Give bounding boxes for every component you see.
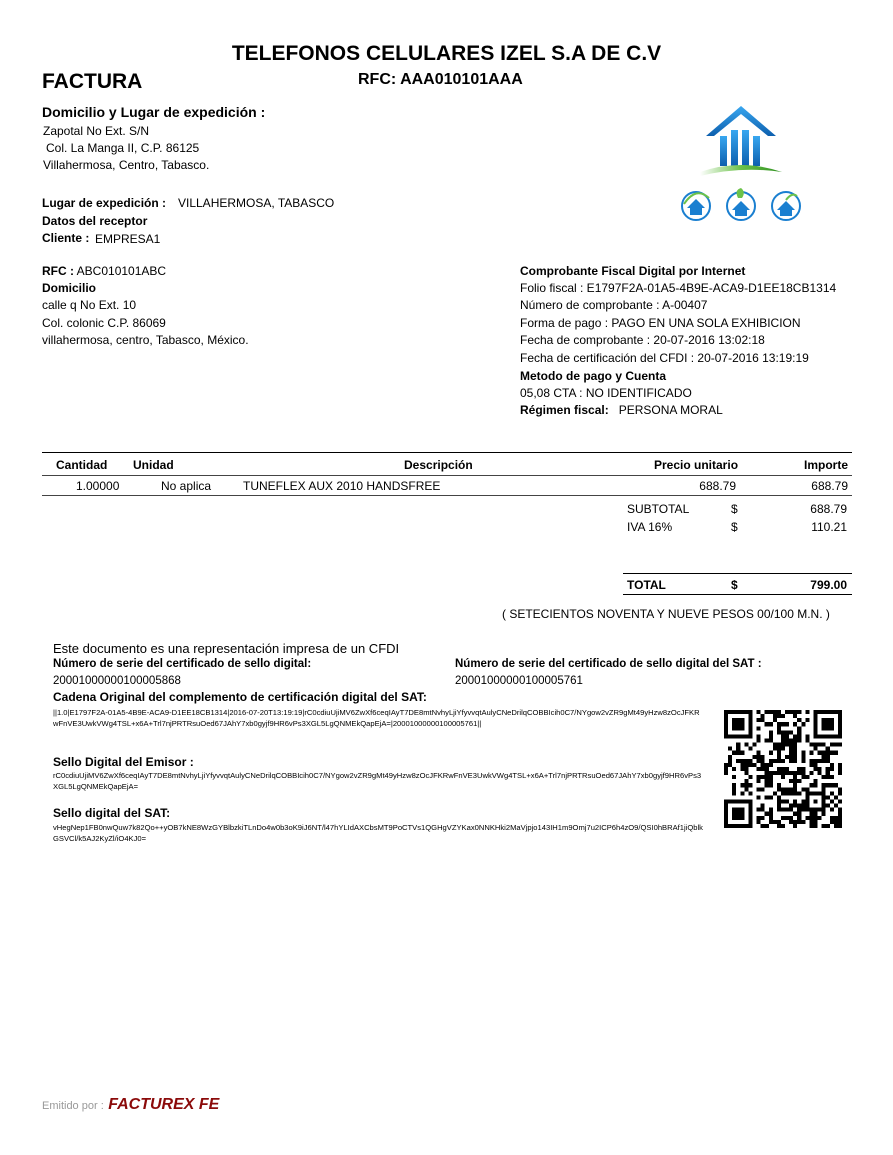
col-header-amount: Importe — [804, 458, 849, 472]
cert-serial-label: Número de serie del certificado de sello digital: — [53, 658, 312, 670]
folio-fiscal: Folio fiscal : E1797F2A-01A5-4B9E-ACA9-D1EE18CB1314 — [520, 281, 837, 295]
receiver-address-line: Col. colonic C.P. 86069 — [42, 316, 166, 330]
invoice-date: Fecha de comprobante : 20-07-2016 13:02:18 — [520, 333, 765, 347]
cadena-original-label: Cadena Original del complemento de certificación digital del SAT: — [53, 690, 427, 704]
document-type: FACTURA — [42, 70, 143, 93]
sat-cert-serial-label: Número de serie del certificado de sello digital del SAT : — [455, 658, 762, 670]
tax-regime — [520, 403, 723, 417]
iva-value: 110.21 — [811, 520, 847, 534]
qr-code — [724, 710, 842, 828]
cfdi-title: Comprobante Fiscal Digital por Internet — [520, 264, 746, 278]
receiver-rfc-label: RFC : — [42, 264, 74, 278]
row-unit-price: 688.79 — [699, 479, 736, 493]
subtotal-currency: $ — [731, 502, 738, 516]
footer — [42, 1096, 219, 1114]
col-header-description: Descripción — [404, 458, 473, 472]
receiver-address-line: villahermosa, centro, Tabasco, México. — [42, 333, 249, 347]
total-value: 799.00 — [810, 578, 847, 592]
client-label: Cliente : — [42, 231, 90, 245]
place-value: VILLAHERMOSA, TABASCO — [178, 196, 335, 210]
issuer-address-title: Domicilio y Lugar de expedición : — [42, 104, 266, 120]
issuer-seal-label: Sello Digital del Emisor : — [53, 755, 194, 769]
invoice-number: Número de comprobante : A-00407 — [520, 298, 708, 312]
sat-seal-value: vHegNep1FB0nwQuw7k82Qo++yOB7kNE8WzGYBlbzkiTLnDo4w0b3oK9iJ6NT/l47hYLIdAXCbsMT9PoCTVs1QGHgVZYKax0NNKHki2MaVjpjo143IH1m9Omj7u2ICP6h4zO9/QSI0hBRAf1jiQblkGSVCl/k5AJ2KyZl/iO4KJ0= — [53, 823, 703, 843]
amount-in-words: ( SETECIENTOS NOVENTA Y NUEVE PESOS 00/100 M.N. ) — [502, 607, 830, 621]
col-header-quantity: Cantidad — [56, 458, 108, 472]
subtotal-value: 688.79 — [810, 502, 847, 516]
row-quantity: 1.00000 — [76, 479, 120, 493]
sat-cert-serial-value: 20001000000100005761 — [455, 675, 583, 687]
issued-by-label: Emitido por : — [42, 1100, 104, 1112]
total-currency: $ — [731, 578, 738, 592]
issuer-address-line: Zapotal No Ext. S/N — [43, 124, 150, 138]
table-top-rule — [42, 452, 852, 453]
col-header-unit: Unidad — [133, 458, 174, 472]
sat-seal-label: Sello digital del SAT: — [53, 806, 171, 820]
cfdi-representation-note: Este documento es una representación impresa de un CFDI — [53, 641, 400, 656]
subtotal-label: SUBTOTAL — [627, 502, 690, 516]
issuer-address-line: Col. La Manga II, C.P. 86125 — [46, 141, 200, 155]
row-unit: No aplica — [161, 479, 212, 493]
total-bottom-rule — [623, 594, 852, 595]
col-header-unit-price: Precio unitario — [654, 458, 739, 472]
issuer-brand: FACTUREX FE — [108, 1096, 220, 1113]
payment-method-value: 05,08 CTA : NO IDENTIFICADO — [520, 386, 692, 400]
tax-regime-value: PERSONA MORAL — [618, 403, 723, 417]
iva-currency: $ — [731, 520, 738, 534]
place-label: Lugar de expedición : — [42, 196, 167, 210]
receiver-address-label: Domicilio — [42, 281, 97, 295]
table-header-rule — [42, 475, 852, 476]
total-label: TOTAL — [627, 578, 666, 592]
receiver-address-line: calle q No Ext. 10 — [42, 298, 137, 312]
receiver-rfc-value: ABC010101ABC — [76, 264, 167, 278]
qr-code-graphic — [724, 710, 842, 828]
total-top-rule — [623, 573, 852, 574]
row-description: TUNEFLEX AUX 2010 HANDSFREE — [243, 479, 441, 493]
company-logo — [676, 100, 806, 228]
company-name: TELEFONOS CELULARES IZEL S.A DE C.V — [231, 42, 662, 65]
payment-form: Forma de pago : PAGO EN UNA SOLA EXHIBICION — [520, 316, 801, 330]
iva-label: IVA 16% — [627, 520, 673, 534]
receiver-rfc — [42, 264, 166, 278]
issuer-rfc: RFC: AAA010101AAA — [358, 71, 523, 88]
tax-regime-label: Régimen fiscal: — [520, 403, 609, 417]
cadena-original-value: ||1.0|E1797F2A-01A5-4B9E-ACA9-D1EE18CB1314|2016-07-20T13:19:19|rC0cdiuUjiMV6ZwXf6ceqIAyT7DE8mtNvhyLjiYfyvvqtAulyCNeDrilqCOBBIcih0C7/NYgow2vZR9gMt49yHzw8zOcJFKRwFnVE3UwkVWg4TSL+x6A+Trl7njPRTRsuOed67JAhY7xb0gyjf9HR6vPs3XGL5LgQNMEkQapEjA=|20001000000100005761|| — [53, 708, 700, 728]
receiver-title: Datos del receptor — [42, 214, 148, 228]
issuer-seal-value: rC0cdiuUjiMV6ZwXf6ceqIAyT7DE8mtNvhyLjiYfyvvqtAulyCNeDrilqCOBBIcih0C7/NYgow2vZR9gMt49yHzw8zOcJFKRwFnVE3UwkVWg4TSL+x6A+Trl7njPRTRsuOed67JAhY7xb0gyjf9HR6vPs3XGL5LgQNMEkQapEjA= — [53, 771, 702, 791]
certification-date: Fecha de certificación del CFDI : 20-07-2016 13:19:19 — [520, 351, 809, 365]
row-amount: 688.79 — [811, 479, 848, 493]
cert-serial-value: 20001000000100005868 — [53, 675, 181, 687]
table-bottom-rule — [42, 495, 852, 496]
payment-method-title: Metodo de pago y Cuenta — [520, 369, 667, 383]
client-value: EMPRESA1 — [95, 232, 161, 246]
issuer-address-line: Villahermosa, Centro, Tabasco. — [43, 158, 210, 172]
